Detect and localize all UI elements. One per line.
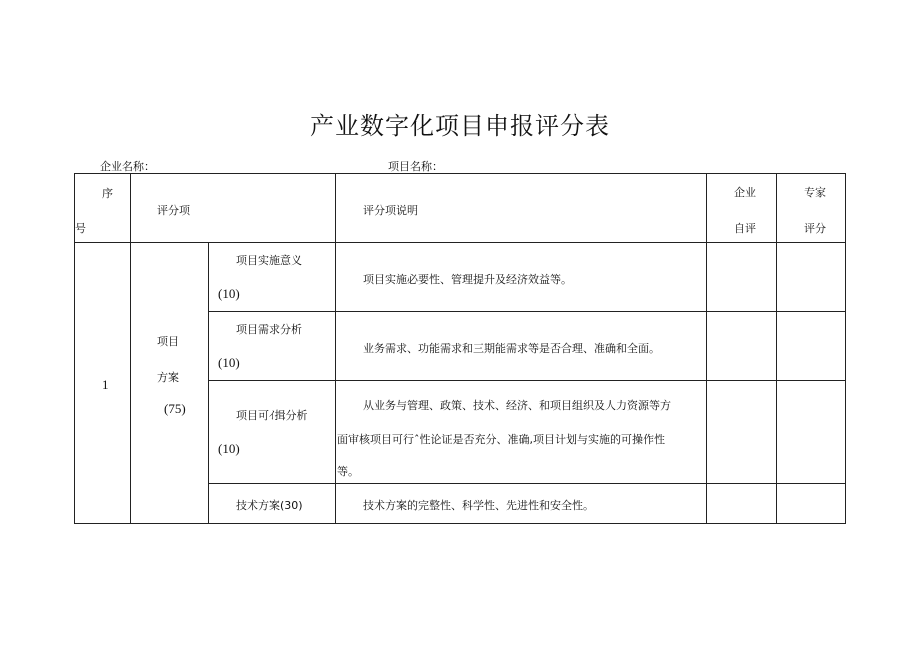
group-score: (75): [164, 401, 186, 416]
header-self-top: 企业: [734, 186, 756, 199]
col-rule-group: [208, 242, 209, 524]
row1-item-score: (10): [218, 286, 240, 301]
row3-item-score: (10): [218, 441, 240, 456]
page-title: 产业数字化项目申报评分表: [310, 112, 610, 140]
row4-item-name: 技术方案(30): [236, 499, 303, 512]
col-rule-item: [335, 174, 336, 524]
group-name-top: 项目: [157, 335, 179, 348]
row2-item-name: 项目需求分析: [236, 323, 302, 336]
row2-desc: 业务需求、功能需求和三期能需求等是否合理、准确和全面。: [363, 342, 660, 355]
row-rule-2: [208, 380, 846, 381]
group-seq: 1: [102, 377, 109, 392]
group-name-bottom: 方案: [157, 371, 179, 384]
scoring-table: [74, 173, 846, 524]
col-rule-desc: [706, 174, 707, 524]
row-rule-3: [208, 483, 846, 484]
row4-desc: 技术方案的完整性、科学性、先进性和安全性。: [363, 499, 594, 512]
row3-desc-line3: 等。: [337, 465, 359, 478]
project-name-label: 项目名称：: [388, 160, 443, 173]
row3-desc-line1: 从业务与管理、政策、技术、经济、和项目组织及人力资源等方: [363, 399, 671, 412]
header-expert-bottom: 评分: [804, 222, 826, 235]
header-seq-top: 序: [102, 187, 113, 200]
company-name-label: 企业名称：: [100, 160, 155, 173]
row1-desc: 项目实施必要性、管理提升及经济效益等。: [363, 273, 572, 286]
row-rule-1: [208, 311, 846, 312]
row3-item-name: 项目可ｲ揖分析: [236, 409, 308, 422]
col-rule-self: [776, 174, 777, 524]
row2-item-score: (10): [218, 355, 240, 370]
header-rule: [75, 242, 846, 243]
header-self-bottom: 自评: [734, 222, 756, 235]
header-expert-top: 专家: [804, 186, 826, 199]
row3-desc-line2: 面审核项目可行ˆ性论证是否充分、准确,项目计划与实施的可操作性: [337, 433, 665, 446]
header-desc: 评分项说明: [363, 204, 418, 217]
header-seq-bottom: 号: [75, 222, 86, 235]
header-item: 评分项: [157, 204, 190, 217]
row1-item-name: 项目实施意义: [236, 254, 302, 267]
col-rule-seq: [130, 174, 131, 524]
